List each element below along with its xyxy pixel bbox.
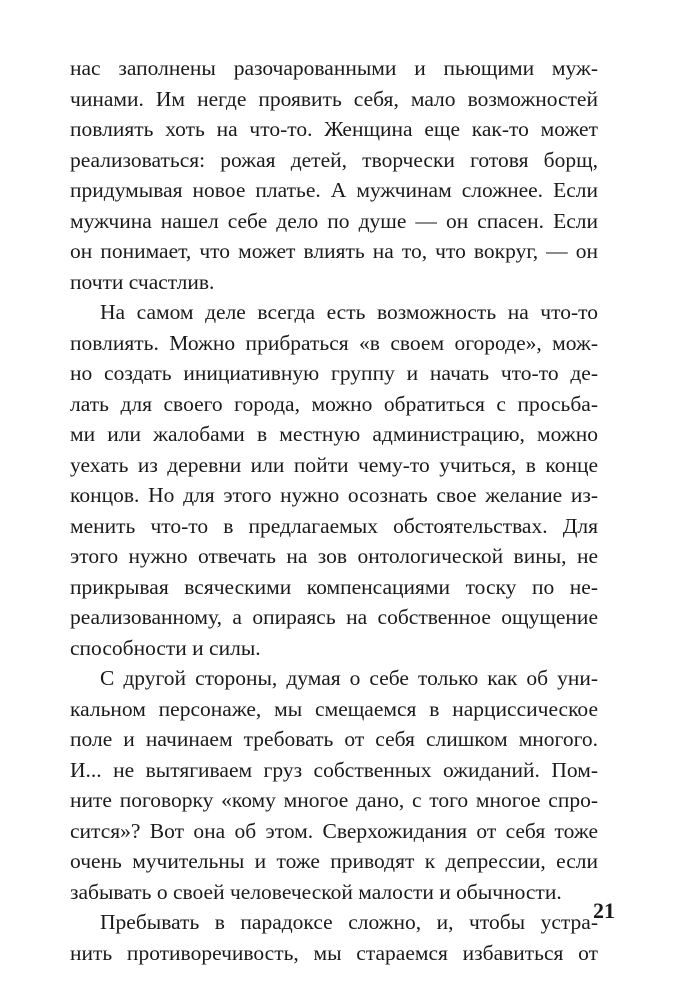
page-number: 21 <box>593 898 615 923</box>
text-line: мужчина нашел себе дело по душе — он спасен. Если <box>70 208 598 233</box>
text-line: С другой стороны, думая о себе только как об уни- <box>100 666 598 690</box>
text-line: реализованному, а опираясь на собственное ощущение <box>70 605 598 629</box>
text-line: менить что-то в предлагаемых обстоятельствах. Для <box>70 513 598 538</box>
text-line: нить противоречивость, мы стараемся избавиться от <box>70 940 598 965</box>
text-line: Пребывать в парадоксе сложно, и, чтобы устра- <box>100 910 598 934</box>
text-line: концов. Но для этого нужно осознать свое желание из- <box>70 483 598 507</box>
text-line: забывать о своей человеческой малости и обычности. <box>70 879 562 904</box>
text-line: поле и начинаем требовать от себя слишком многого. <box>70 727 598 751</box>
text-line: На самом деле всегда есть возможность на что-то <box>100 300 598 324</box>
text-line: он понимает, что может влиять на то, что вокруг, — он <box>70 239 598 263</box>
text-line: нас заполнены разочарованными и пьющими муж- <box>70 56 598 80</box>
text-line: придумывая новое платье. А мужчинам сложнее. Если <box>70 178 598 202</box>
text-line: лать для своего города, можно обратиться с просьба- <box>70 391 598 416</box>
text-line: сится»? Вот она об этом. Сверхожидания от себя тоже <box>70 818 598 843</box>
paragraph <box>70 907 598 968</box>
text-line: чинами. Им негде проявить себя, мало возможностей <box>70 86 598 111</box>
text-line: ните поговорку «кому многое дано, с того многое спро- <box>70 788 598 812</box>
text-line: кальном персонаже, мы смещаемся в нарциссическое <box>70 696 598 721</box>
text-line: прикрывая всяческими компенсациями тоску по не- <box>70 574 598 599</box>
text-line: но создать инициативную группу и начать что-то де- <box>70 361 598 385</box>
text-line: И... не вытягиваем груз собственных ожиданий. Пом- <box>70 757 598 782</box>
paragraph <box>70 663 598 907</box>
text-line: этого нужно отвечать на зов онтологической вины, не <box>70 544 598 568</box>
text-line: ми или жалобами в местную администрацию, можно <box>70 422 598 446</box>
paragraph <box>70 53 598 297</box>
text-line: повлиять хоть на что-то. Женщина еще как-то может <box>70 117 598 141</box>
page-body <box>70 53 598 968</box>
text-line: повлиять. Можно прибраться «в своем огороде», мож- <box>70 330 598 355</box>
text-line: реализоваться: рожая детей, творчески готовя борщ, <box>70 147 598 172</box>
text-line: почти счастлив. <box>70 269 215 294</box>
text-line: уехать из деревни или пойти чему-то учиться, в конце <box>70 452 598 477</box>
text-line: способности и силы. <box>70 635 261 660</box>
text-line: очень мучительны и тоже приводят к депрессии, если <box>70 849 598 873</box>
paragraph <box>70 297 598 663</box>
